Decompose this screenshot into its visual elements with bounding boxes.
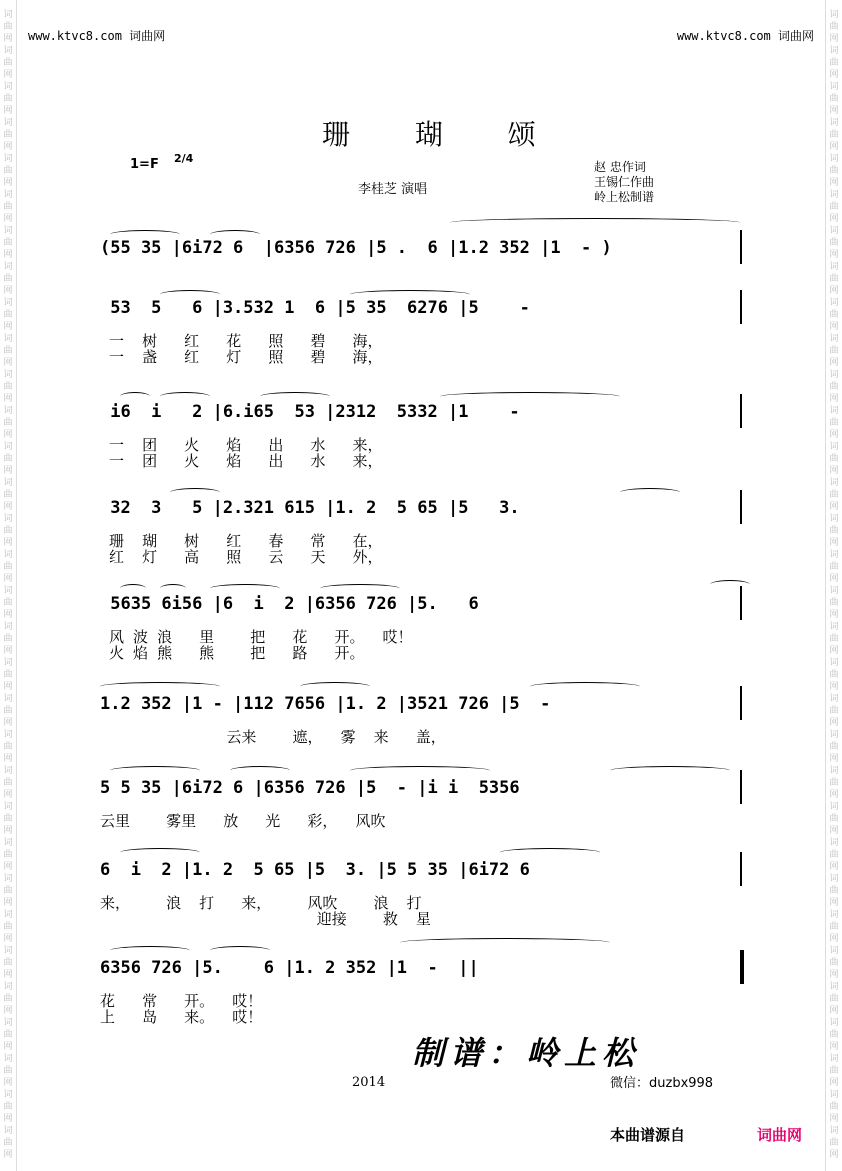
lyrics-verse-2: 迎接 救 星 <box>100 910 431 928</box>
watermark-glyph: 曲 <box>829 706 839 716</box>
watermark-glyph: 曲 <box>3 1138 13 1148</box>
watermark-glyph: 网 <box>3 34 13 44</box>
watermark-glyph: 曲 <box>829 202 839 212</box>
watermark-glyph: 曲 <box>829 598 839 608</box>
site-url-right[interactable]: www.ktvc8.com 词曲网 <box>676 29 814 43</box>
watermark-glyph: 词 <box>3 802 13 812</box>
score-row <box>100 952 750 1026</box>
slur <box>350 766 490 775</box>
watermark-glyph: 词 <box>829 406 839 416</box>
watermark-glyph: 曲 <box>3 238 13 248</box>
watermark-glyph: 网 <box>829 646 839 656</box>
final-bar-line <box>740 950 744 984</box>
credit-composer: 王锡仁作曲 <box>594 175 655 189</box>
watermark-glyph: 曲 <box>829 994 839 1004</box>
slur <box>210 230 260 239</box>
bar-line <box>740 490 742 524</box>
watermark-glyph: 网 <box>829 430 839 440</box>
watermark-glyph: 词 <box>3 154 13 164</box>
watermark-glyph: 词 <box>829 658 839 668</box>
lyrics-verse-2: 红 灯 高 照 云 天 外， <box>100 548 383 566</box>
watermark-glyph: 网 <box>829 682 839 692</box>
bar-line <box>740 290 742 324</box>
watermark-glyph: 词 <box>829 10 839 20</box>
watermark-glyph: 网 <box>3 1042 13 1052</box>
watermark-glyph: 网 <box>3 70 13 80</box>
watermark-glyph: 网 <box>3 682 13 692</box>
watermark-glyph: 网 <box>3 1114 13 1124</box>
watermark-glyph: 词 <box>3 946 13 956</box>
slur <box>110 946 190 955</box>
watermark-glyph: 网 <box>829 934 839 944</box>
watermark-glyph: 曲 <box>3 922 13 932</box>
slur <box>320 584 400 593</box>
watermark-glyph: 词 <box>3 190 13 200</box>
watermark-glyph: 曲 <box>829 958 839 968</box>
slur <box>120 848 200 857</box>
watermark-glyph: 网 <box>3 358 13 368</box>
watermark-glyph: 词 <box>3 586 13 596</box>
notation-line: 53 5 6 |3.532 1 6 |5 35 6276 |5 - <box>100 298 530 318</box>
watermark-glyph: 网 <box>3 1006 13 1016</box>
watermark-glyph: 词 <box>3 766 13 776</box>
watermark-glyph: 词 <box>3 910 13 920</box>
source-label: 本曲谱源自 <box>610 1126 686 1144</box>
watermark-glyph: 词 <box>829 334 839 344</box>
watermark-glyph: 曲 <box>829 418 839 428</box>
watermark-glyph: 曲 <box>3 742 13 752</box>
watermark-glyph: 曲 <box>829 1030 839 1040</box>
notation-line: (55 35 |6i72 6 |6356 726 |5 . 6 |1.2 352 |1 - ) <box>100 238 612 258</box>
watermark-glyph: 词 <box>3 82 13 92</box>
key-signature: 1=F <box>130 157 159 172</box>
watermark-glyph: 网 <box>3 106 13 116</box>
watermark-glyph: 词 <box>829 514 839 524</box>
watermark-glyph: 网 <box>829 70 839 80</box>
watermark-glyph: 网 <box>3 646 13 656</box>
lyrics-verse-1: 风 波 浪 里 把 花 开。 哎！ <box>100 628 413 646</box>
watermark-glyph: 词 <box>3 370 13 380</box>
watermark-glyph: 曲 <box>829 454 839 464</box>
watermark-glyph: 词 <box>829 478 839 488</box>
watermark-glyph: 网 <box>829 538 839 548</box>
watermark-glyph: 曲 <box>3 1030 13 1040</box>
watermark-glyph: 词 <box>829 694 839 704</box>
watermark-glyph: 网 <box>829 754 839 764</box>
score-row <box>100 492 750 566</box>
slur <box>160 584 186 593</box>
bar-line <box>740 230 742 264</box>
watermark-glyph: 曲 <box>829 922 839 932</box>
time-signature: 2/4 <box>174 152 194 165</box>
watermark-glyph: 曲 <box>829 58 839 68</box>
slur <box>260 392 330 401</box>
year: 2014 <box>352 1075 386 1090</box>
watermark-glyph: 曲 <box>829 166 839 176</box>
slur <box>120 392 150 401</box>
watermark-glyph: 网 <box>829 466 839 476</box>
watermark-glyph: 曲 <box>3 58 13 68</box>
slur <box>160 392 210 401</box>
watermark-glyph: 网 <box>829 1006 839 1016</box>
watermark-glyph: 词 <box>829 838 839 848</box>
watermark-glyph: 词 <box>3 406 13 416</box>
watermark-glyph: 词 <box>829 190 839 200</box>
slur <box>450 218 740 227</box>
lyrics-verse-1: 珊 瑚 树 红 春 常 在， <box>100 532 383 550</box>
watermark-glyph: 网 <box>3 718 13 728</box>
watermark-glyph: 曲 <box>3 94 13 104</box>
watermark-glyph: 词 <box>3 46 13 56</box>
bar-line <box>740 686 742 720</box>
watermark-glyph: 网 <box>829 106 839 116</box>
bar-line <box>740 586 742 620</box>
watermark-glyph: 曲 <box>829 94 839 104</box>
watermark-glyph: 词 <box>3 442 13 452</box>
watermark-glyph: 词 <box>3 262 13 272</box>
watermark-glyph: 网 <box>3 934 13 944</box>
watermark-glyph: 词 <box>829 370 839 380</box>
lyrics-verse-1: 来， 浪 打 来， 风吹 浪 打 <box>100 894 422 912</box>
watermark-glyph: 网 <box>3 1150 13 1160</box>
watermark-glyph: 曲 <box>829 850 839 860</box>
watermark-glyph: 网 <box>3 574 13 584</box>
slur <box>710 580 750 589</box>
watermark-glyph: 曲 <box>829 742 839 752</box>
watermark-glyph: 曲 <box>3 274 13 284</box>
watermark-glyph: 词 <box>3 226 13 236</box>
watermark-glyph: 词 <box>3 334 13 344</box>
watermark-glyph: 网 <box>3 142 13 152</box>
bar-line <box>740 852 742 886</box>
watermark-glyph: 词 <box>3 550 13 560</box>
watermark-glyph: 网 <box>3 1078 13 1088</box>
maker-signature: 制谱：岭上松 <box>412 1034 641 1072</box>
watermark-glyph: 网 <box>829 718 839 728</box>
watermark-glyph: 曲 <box>3 526 13 536</box>
watermark-glyph: 网 <box>3 862 13 872</box>
watermark-glyph: 曲 <box>829 778 839 788</box>
watermark-glyph: 词 <box>3 1018 13 1028</box>
watermark-glyph: 词 <box>829 1126 839 1136</box>
watermark-glyph: 网 <box>3 970 13 980</box>
source-brand[interactable]: 词曲网 <box>757 1126 803 1144</box>
watermark-glyph: 词 <box>829 298 839 308</box>
watermark-glyph: 曲 <box>3 1066 13 1076</box>
watermark-glyph: 曲 <box>829 238 839 248</box>
watermark-glyph: 词 <box>3 658 13 668</box>
watermark-glyph: 词 <box>829 766 839 776</box>
watermark-glyph: 词 <box>829 1090 839 1100</box>
watermark-glyph: 曲 <box>829 1066 839 1076</box>
watermark-glyph: 网 <box>3 754 13 764</box>
notation-line: 1.2 352 |1 - |112 7656 |1. 2 |3521 726 |5 - <box>100 694 551 714</box>
watermark-glyph: 词 <box>829 46 839 56</box>
watermark-glyph: 曲 <box>829 310 839 320</box>
watermark-glyph: 网 <box>829 34 839 44</box>
watermark-glyph: 词 <box>3 1054 13 1064</box>
watermark-glyph: 词 <box>829 622 839 632</box>
watermark-glyph: 曲 <box>829 1138 839 1148</box>
lyrics-verse-2: 一 团 火 焰 出 水 来， <box>100 452 383 470</box>
notation-line: i6 i 2 |6.i65 53 |2312 5332 |1 - <box>100 402 520 422</box>
slur <box>530 682 640 691</box>
watermark-glyph: 网 <box>3 214 13 224</box>
lyrics-verse-2: 火 焰 熊 熊 把 路 开。 <box>100 644 365 662</box>
watermark-glyph: 网 <box>3 538 13 548</box>
credit-transcriber: 岭上松制谱 <box>594 190 655 204</box>
score-row <box>100 588 750 662</box>
watermark-glyph: 词 <box>829 586 839 596</box>
watermark-glyph: 曲 <box>3 130 13 140</box>
slur <box>620 488 680 497</box>
score-row <box>100 854 750 928</box>
watermark-glyph: 网 <box>3 502 13 512</box>
notation-line: 6356 726 |5. 6 |1. 2 352 |1 - || <box>100 958 479 978</box>
bar-line <box>740 394 742 428</box>
watermark-glyph: 曲 <box>3 166 13 176</box>
right-watermark-strip <box>825 0 842 1171</box>
watermark-glyph: 曲 <box>829 526 839 536</box>
watermark-glyph: 网 <box>3 826 13 836</box>
watermark-glyph: 词 <box>829 1054 839 1064</box>
watermark-glyph: 词 <box>3 874 13 884</box>
watermark-glyph: 曲 <box>3 706 13 716</box>
watermark-glyph: 网 <box>3 610 13 620</box>
watermark-glyph: 网 <box>829 1150 839 1160</box>
watermark-glyph: 词 <box>829 946 839 956</box>
watermark-glyph: 曲 <box>829 130 839 140</box>
watermark-glyph: 曲 <box>829 382 839 392</box>
score-row <box>100 688 750 748</box>
notation-line: 5 5 35 |6i72 6 |6356 726 |5 - |i i 5356 <box>100 778 520 798</box>
slur <box>210 946 270 955</box>
watermark-glyph: 网 <box>3 790 13 800</box>
watermark-glyph: 词 <box>829 262 839 272</box>
watermark-glyph: 词 <box>3 982 13 992</box>
score-row <box>100 232 750 292</box>
watermark-glyph: 网 <box>829 178 839 188</box>
watermark-glyph: 网 <box>829 322 839 332</box>
site-url-left[interactable]: www.ktvc8.com 词曲网 <box>28 29 166 43</box>
watermark-glyph: 曲 <box>3 994 13 1004</box>
watermark-glyph: 曲 <box>3 886 13 896</box>
watermark-glyph: 曲 <box>3 814 13 824</box>
watermark-glyph: 网 <box>829 1114 839 1124</box>
watermark-glyph: 网 <box>829 250 839 260</box>
notation-line: 5635 6i56 |6 i 2 |6356 726 |5. 6 <box>100 594 479 614</box>
lyrics-verse-1: 云里 雾里 放 光 彩， 风吹 <box>100 812 386 830</box>
watermark-glyph: 曲 <box>3 382 13 392</box>
watermark-glyph: 词 <box>829 82 839 92</box>
lyrics-verse-1: 一 树 红 花 照 碧 海， <box>100 332 383 350</box>
slur <box>300 682 370 691</box>
watermark-glyph: 词 <box>3 478 13 488</box>
notation-line: 32 3 5 |2.321 615 |1. 2 5 65 |5 3. <box>100 498 520 518</box>
watermark-glyph: 词 <box>3 514 13 524</box>
slur <box>440 392 620 401</box>
watermark-glyph: 网 <box>829 862 839 872</box>
watermark-glyph: 网 <box>829 826 839 836</box>
watermark-glyph: 曲 <box>829 886 839 896</box>
watermark-glyph: 曲 <box>829 670 839 680</box>
singer: 李桂芝 演唱 <box>358 182 428 197</box>
watermark-glyph: 曲 <box>3 670 13 680</box>
watermark-glyph: 词 <box>829 550 839 560</box>
watermark-glyph: 曲 <box>829 814 839 824</box>
wechat-id: 微信：duzbx998 <box>610 1076 714 1091</box>
watermark-glyph: 词 <box>829 730 839 740</box>
watermark-glyph: 词 <box>829 802 839 812</box>
watermark-glyph: 网 <box>829 142 839 152</box>
watermark-glyph: 网 <box>829 610 839 620</box>
watermark-glyph: 词 <box>829 982 839 992</box>
left-watermark-strip <box>0 0 17 1171</box>
watermark-glyph: 网 <box>829 574 839 584</box>
watermark-glyph: 词 <box>3 838 13 848</box>
watermark-glyph: 词 <box>3 298 13 308</box>
watermark-glyph: 词 <box>829 1018 839 1028</box>
watermark-glyph: 词 <box>3 694 13 704</box>
watermark-glyph: 曲 <box>3 454 13 464</box>
watermark-glyph: 曲 <box>829 22 839 32</box>
watermark-glyph: 曲 <box>3 202 13 212</box>
watermark-glyph: 词 <box>3 1126 13 1136</box>
watermark-glyph: 词 <box>3 730 13 740</box>
watermark-glyph: 曲 <box>3 310 13 320</box>
bar-line <box>740 770 742 804</box>
watermark-glyph: 曲 <box>3 1102 13 1112</box>
watermark-glyph: 曲 <box>3 418 13 428</box>
watermark-glyph: 曲 <box>3 598 13 608</box>
watermark-glyph: 曲 <box>3 778 13 788</box>
lyrics-verse-1: 一 团 火 焰 出 水 来， <box>100 436 383 454</box>
watermark-glyph: 网 <box>3 394 13 404</box>
slur <box>500 848 600 857</box>
watermark-glyph: 词 <box>829 226 839 236</box>
watermark-glyph: 网 <box>829 790 839 800</box>
watermark-glyph: 曲 <box>829 634 839 644</box>
score-row <box>100 772 750 832</box>
slur <box>120 584 146 593</box>
watermark-glyph: 曲 <box>829 562 839 572</box>
watermark-glyph: 网 <box>3 898 13 908</box>
watermark-glyph: 词 <box>829 118 839 128</box>
watermark-glyph: 网 <box>3 178 13 188</box>
slur <box>110 766 200 775</box>
watermark-glyph: 网 <box>829 358 839 368</box>
notation-line: 6 i 2 |1. 2 5 65 |5 3. |5 5 35 |6i72 6 <box>100 860 530 880</box>
watermark-glyph: 网 <box>829 1042 839 1052</box>
watermark-glyph: 词 <box>829 874 839 884</box>
slur <box>400 938 610 947</box>
lyrics-verse-2: 一 盏 红 灯 照 碧 海， <box>100 348 383 366</box>
watermark-glyph: 曲 <box>3 22 13 32</box>
score-row <box>100 292 750 366</box>
watermark-glyph: 曲 <box>3 634 13 644</box>
slur <box>100 682 220 691</box>
watermark-glyph: 网 <box>3 286 13 296</box>
watermark-glyph: 网 <box>3 430 13 440</box>
watermark-glyph: 词 <box>3 118 13 128</box>
watermark-glyph: 词 <box>3 622 13 632</box>
watermark-glyph: 曲 <box>3 490 13 500</box>
song-title: 珊 瑚 颂 <box>322 118 564 151</box>
watermark-glyph: 网 <box>829 214 839 224</box>
credit-lyricist: 赵 忠作词 <box>594 160 646 174</box>
lyrics-verse-2: 上 岛 来。 哎！ <box>100 1008 263 1026</box>
watermark-glyph: 曲 <box>829 274 839 284</box>
watermark-glyph: 网 <box>3 250 13 260</box>
slur <box>160 290 220 299</box>
slur <box>170 488 220 497</box>
score-row <box>100 396 750 470</box>
lyrics-verse-1: 云来 遮， 雾 来 盖， <box>100 728 446 746</box>
watermark-glyph: 网 <box>829 1078 839 1088</box>
watermark-glyph: 曲 <box>3 958 13 968</box>
slur <box>350 290 470 299</box>
lyrics-verse-1: 花 常 开。 哎！ <box>100 992 263 1010</box>
watermark-glyph: 词 <box>829 910 839 920</box>
watermark-glyph: 曲 <box>3 850 13 860</box>
watermark-glyph: 网 <box>829 898 839 908</box>
watermark-glyph: 曲 <box>829 1102 839 1112</box>
watermark-glyph: 词 <box>829 442 839 452</box>
watermark-glyph: 词 <box>3 1090 13 1100</box>
slur <box>210 584 280 593</box>
watermark-glyph: 网 <box>829 286 839 296</box>
watermark-glyph: 网 <box>829 394 839 404</box>
watermark-glyph: 曲 <box>3 562 13 572</box>
watermark-glyph: 曲 <box>829 490 839 500</box>
slur <box>110 230 180 239</box>
watermark-glyph: 网 <box>829 502 839 512</box>
slur <box>610 766 730 775</box>
watermark-glyph: 网 <box>829 970 839 980</box>
watermark-glyph: 曲 <box>3 346 13 356</box>
watermark-glyph: 曲 <box>829 346 839 356</box>
slur <box>230 766 290 775</box>
watermark-glyph: 词 <box>829 154 839 164</box>
watermark-glyph: 网 <box>3 322 13 332</box>
watermark-glyph: 网 <box>3 466 13 476</box>
watermark-glyph: 词 <box>3 10 13 20</box>
